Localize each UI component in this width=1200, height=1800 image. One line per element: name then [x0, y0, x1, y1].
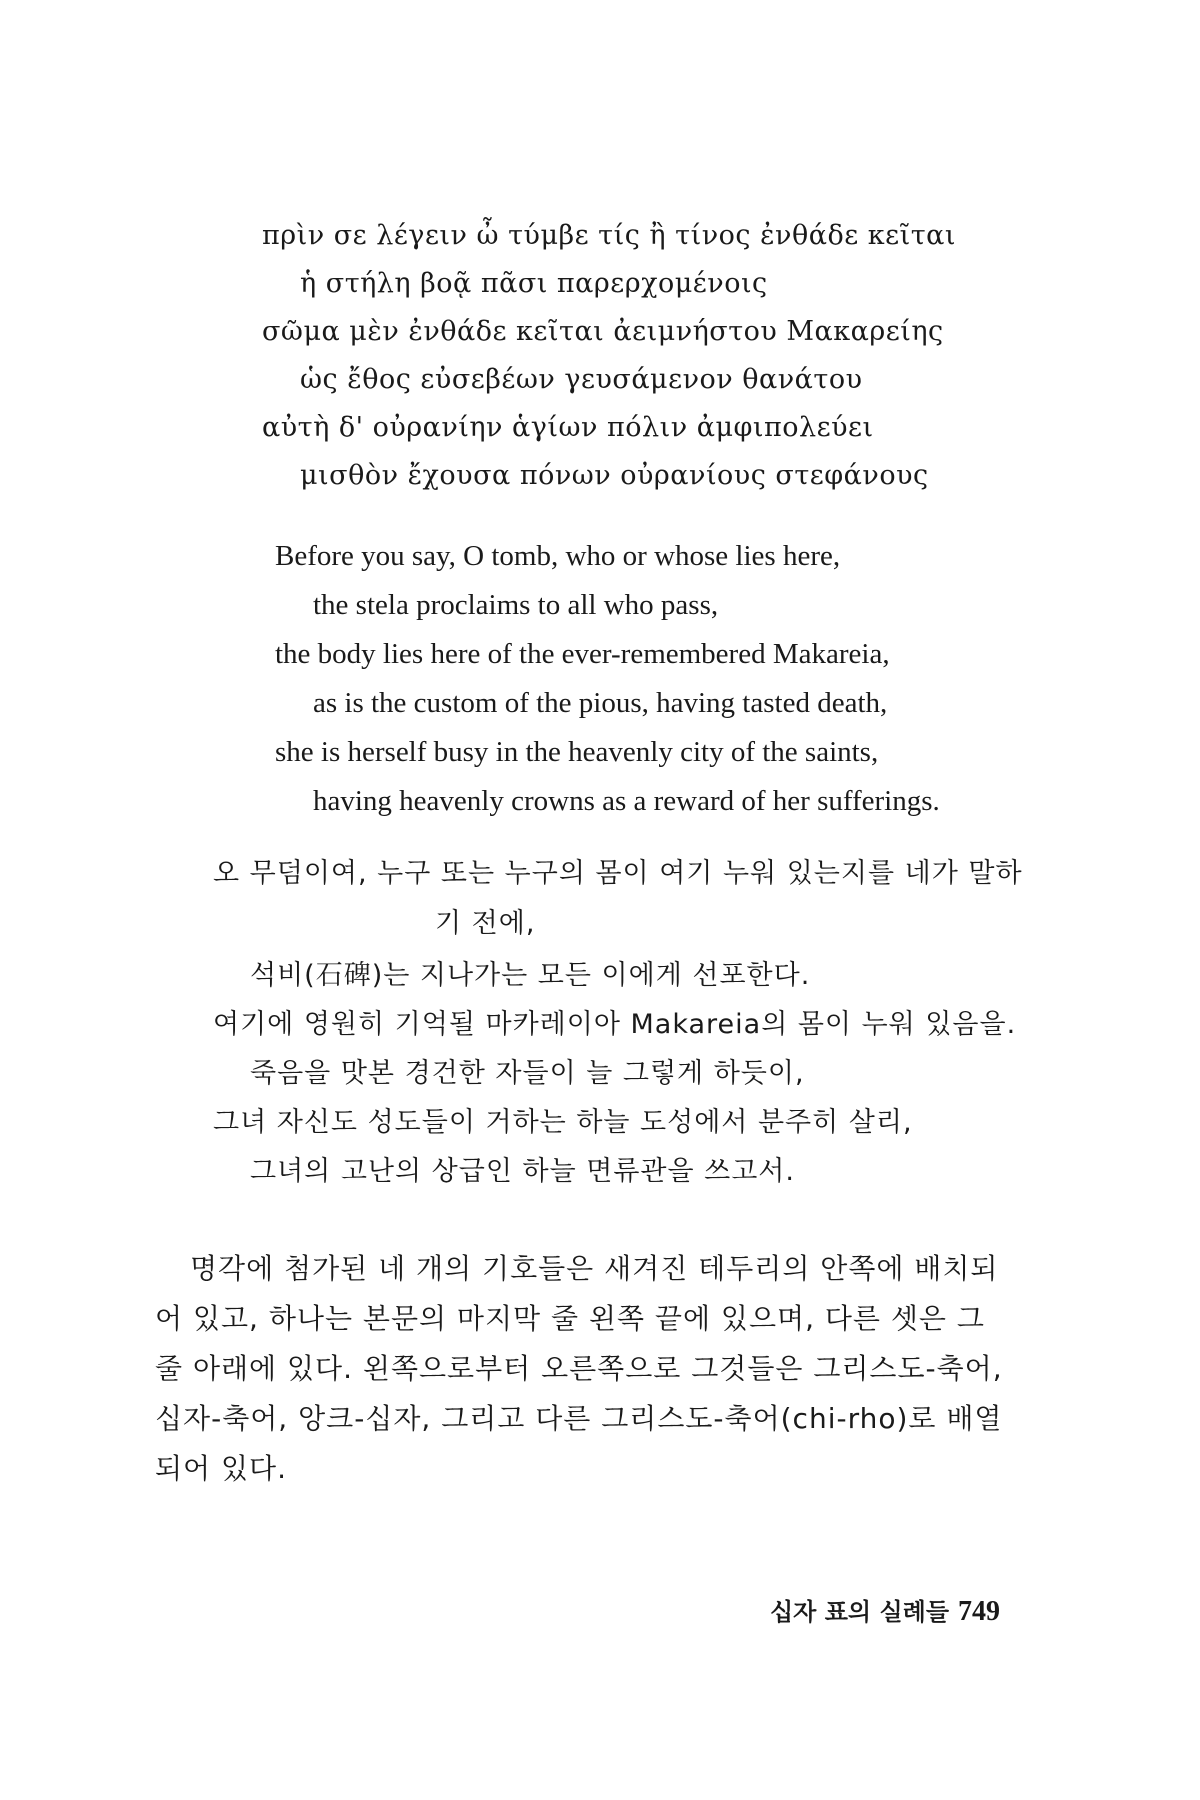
korean-line: 석비(石碑)는 지나가는 모든 이에게 선포한다.	[250, 960, 811, 991]
english-line: the body lies here of the ever-remembered Makareia,	[275, 638, 890, 670]
korean-line: 그녀의 고난의 상급인 하늘 면류관을 쓰고서.	[250, 1156, 795, 1187]
commentary-line: 명각에 첨가된 네 개의 기호들은 새겨진 테두리의 안쪽에 배치되	[190, 1252, 999, 1285]
korean-line: 여기에 영원히 기억될 마카레이아 Makareia의 몸이 누워 있음을.	[213, 1009, 1017, 1040]
commentary-line: 어 있고, 하나는 본문의 마지막 줄 왼쪽 끝에 있으며, 다른 셋은 그	[155, 1302, 985, 1335]
greek-line: πρὶν σε λέγειν ὦ τύμβε τίς ἢ τίνος ἐνθάδε κεῖται	[262, 220, 956, 251]
english-line: Before you say, O tomb, who or whose lies here,	[275, 540, 841, 572]
greek-line: ἡ στήλη βοᾷ πᾶσι παρερχομένοις	[300, 268, 768, 299]
running-title: 십자 표의 실례들	[770, 1598, 949, 1626]
commentary-line: 십자-축어, 앙크-십자, 그리고 다른 그리스도-축어(chi-rho)로 배열	[155, 1402, 1003, 1435]
page-number: 749	[958, 1596, 1000, 1627]
greek-line: ὡς ἔθος εὐσεβέων γευσάμενον θανάτου	[300, 364, 863, 395]
english-line: she is herself busy in the heavenly city of the saints,	[275, 736, 879, 768]
english-line: the stela proclaims to all who pass,	[313, 589, 719, 621]
english-line: having heavenly crowns as a reward of her sufferings.	[313, 785, 940, 817]
greek-line: σῶμα μὲν ἐνθάδε κεῖται ἀειμνήστου Μακαρείης	[262, 316, 944, 347]
greek-line: αὐτὴ δ' οὐρανίην ἁγίων πόλιν ἀμφιπολεύει	[262, 412, 874, 443]
korean-line: 그녀 자신도 성도들이 거하는 하늘 도성에서 분주히 살리,	[213, 1107, 913, 1138]
english-line: as is the custom of the pious, having tasted death,	[313, 687, 888, 719]
greek-line: μισθὸν ἔχουσα πόνων οὐρανίους στεφάνους	[300, 460, 929, 491]
commentary-line: 되어 있다.	[155, 1452, 287, 1485]
commentary-line: 줄 아래에 있다. 왼쪽으로부터 오른쪽으로 그것들은 그리스도-축어,	[155, 1352, 1003, 1385]
korean-line: 죽음을 맛본 경건한 자들이 늘 그렇게 하듯이,	[250, 1058, 805, 1089]
korean-line: 오 무덤이여, 누구 또는 누구의 몸이 여기 누워 있는지를 네가 말하	[213, 858, 1023, 889]
korean-line: 기 전에,	[435, 908, 536, 939]
